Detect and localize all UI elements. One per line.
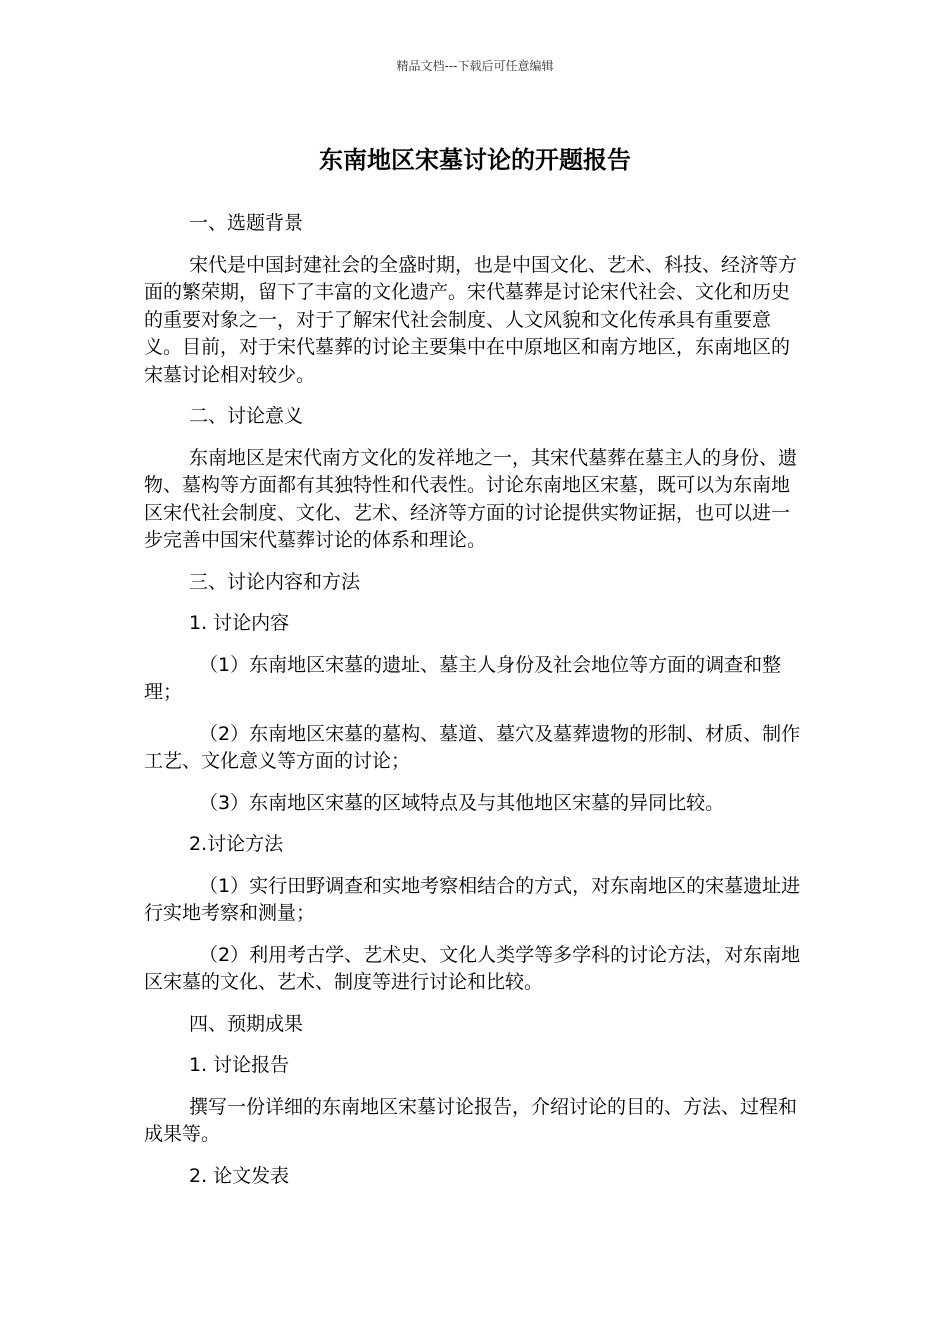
list-item-method-2: （2）利用考古学、艺术史、文化人类学等多学科的讨论方法，对东南地区宋墓的文化、艺术、制度等进行讨论和比较。 — [144, 943, 801, 993]
section-heading-outcomes: 四、预期成果 — [189, 1012, 304, 1035]
paragraph-background: 宋代是中国封建社会的全盛时期，也是中国文化、艺术、科技、经济等方面的繁荣期，留下了丰富的文化遗产。宋代墓葬是讨论宋代社会、文化和历史的重要对象之一，对于了解宋代社会制度、人文风貌和文化传承具有重要意义。目前，对于宋代墓葬的讨论主要集中在中原地区和南方地区，东南地区的宋墓讨论相对较少。 — [144, 253, 798, 386]
list-item-content-2: （2）东南地区宋墓的墓构、墓道、墓穴及墓葬遗物的形制、材质、制作工艺、文化意义等方面的讨论； — [144, 722, 801, 772]
document-title: 东南地区宋墓讨论的开题报告 — [319, 146, 631, 174]
section-heading-background: 一、选题背景 — [189, 212, 304, 234]
subheading-methods: 2.讨论方法 — [189, 833, 284, 855]
list-item-method-1: （1）实行田野调查和实地考察相结合的方式，对东南地区的宋墓遗址进行实地考察和测量； — [144, 874, 801, 924]
subheading-content: 1. 讨论内容 — [189, 612, 290, 634]
subheading-report: 1. 讨论报告 — [189, 1054, 290, 1076]
paragraph-report: 撰写一份详细的东南地区宋墓讨论报告，介绍讨论的目的、方法、过程和成果等。 — [144, 1095, 798, 1145]
paragraph-significance: 东南地区是宋代南方文化的发祥地之一，其宋代墓葬在墓主人的身份、遗物、墓构等方面都有其独特性和代表性。讨论东南地区宋墓，既可以为东南地区宋代社会制度、文化、艺术、经济等方面的讨论提供实物证据，也可以进一步完善中国宋代墓葬讨论的体系和理论。 — [144, 446, 798, 551]
section-heading-significance: 二、讨论意义 — [189, 405, 304, 427]
section-heading-content-methods: 三、讨论内容和方法 — [189, 570, 361, 593]
page-header-note: 精品文档---下载后可任意编辑 — [396, 59, 554, 73]
document-body — [144, 210, 806, 1204]
subheading-publication: 2. 论文发表 — [189, 1164, 290, 1187]
list-item-content-3: （3）东南地区宋墓的区域特点及与其他地区宋墓的异同比较。 — [199, 791, 725, 814]
list-item-content-1: （1）东南地区宋墓的遗址、墓主人身份及社会地位等方面的调查和整理； — [144, 653, 782, 703]
